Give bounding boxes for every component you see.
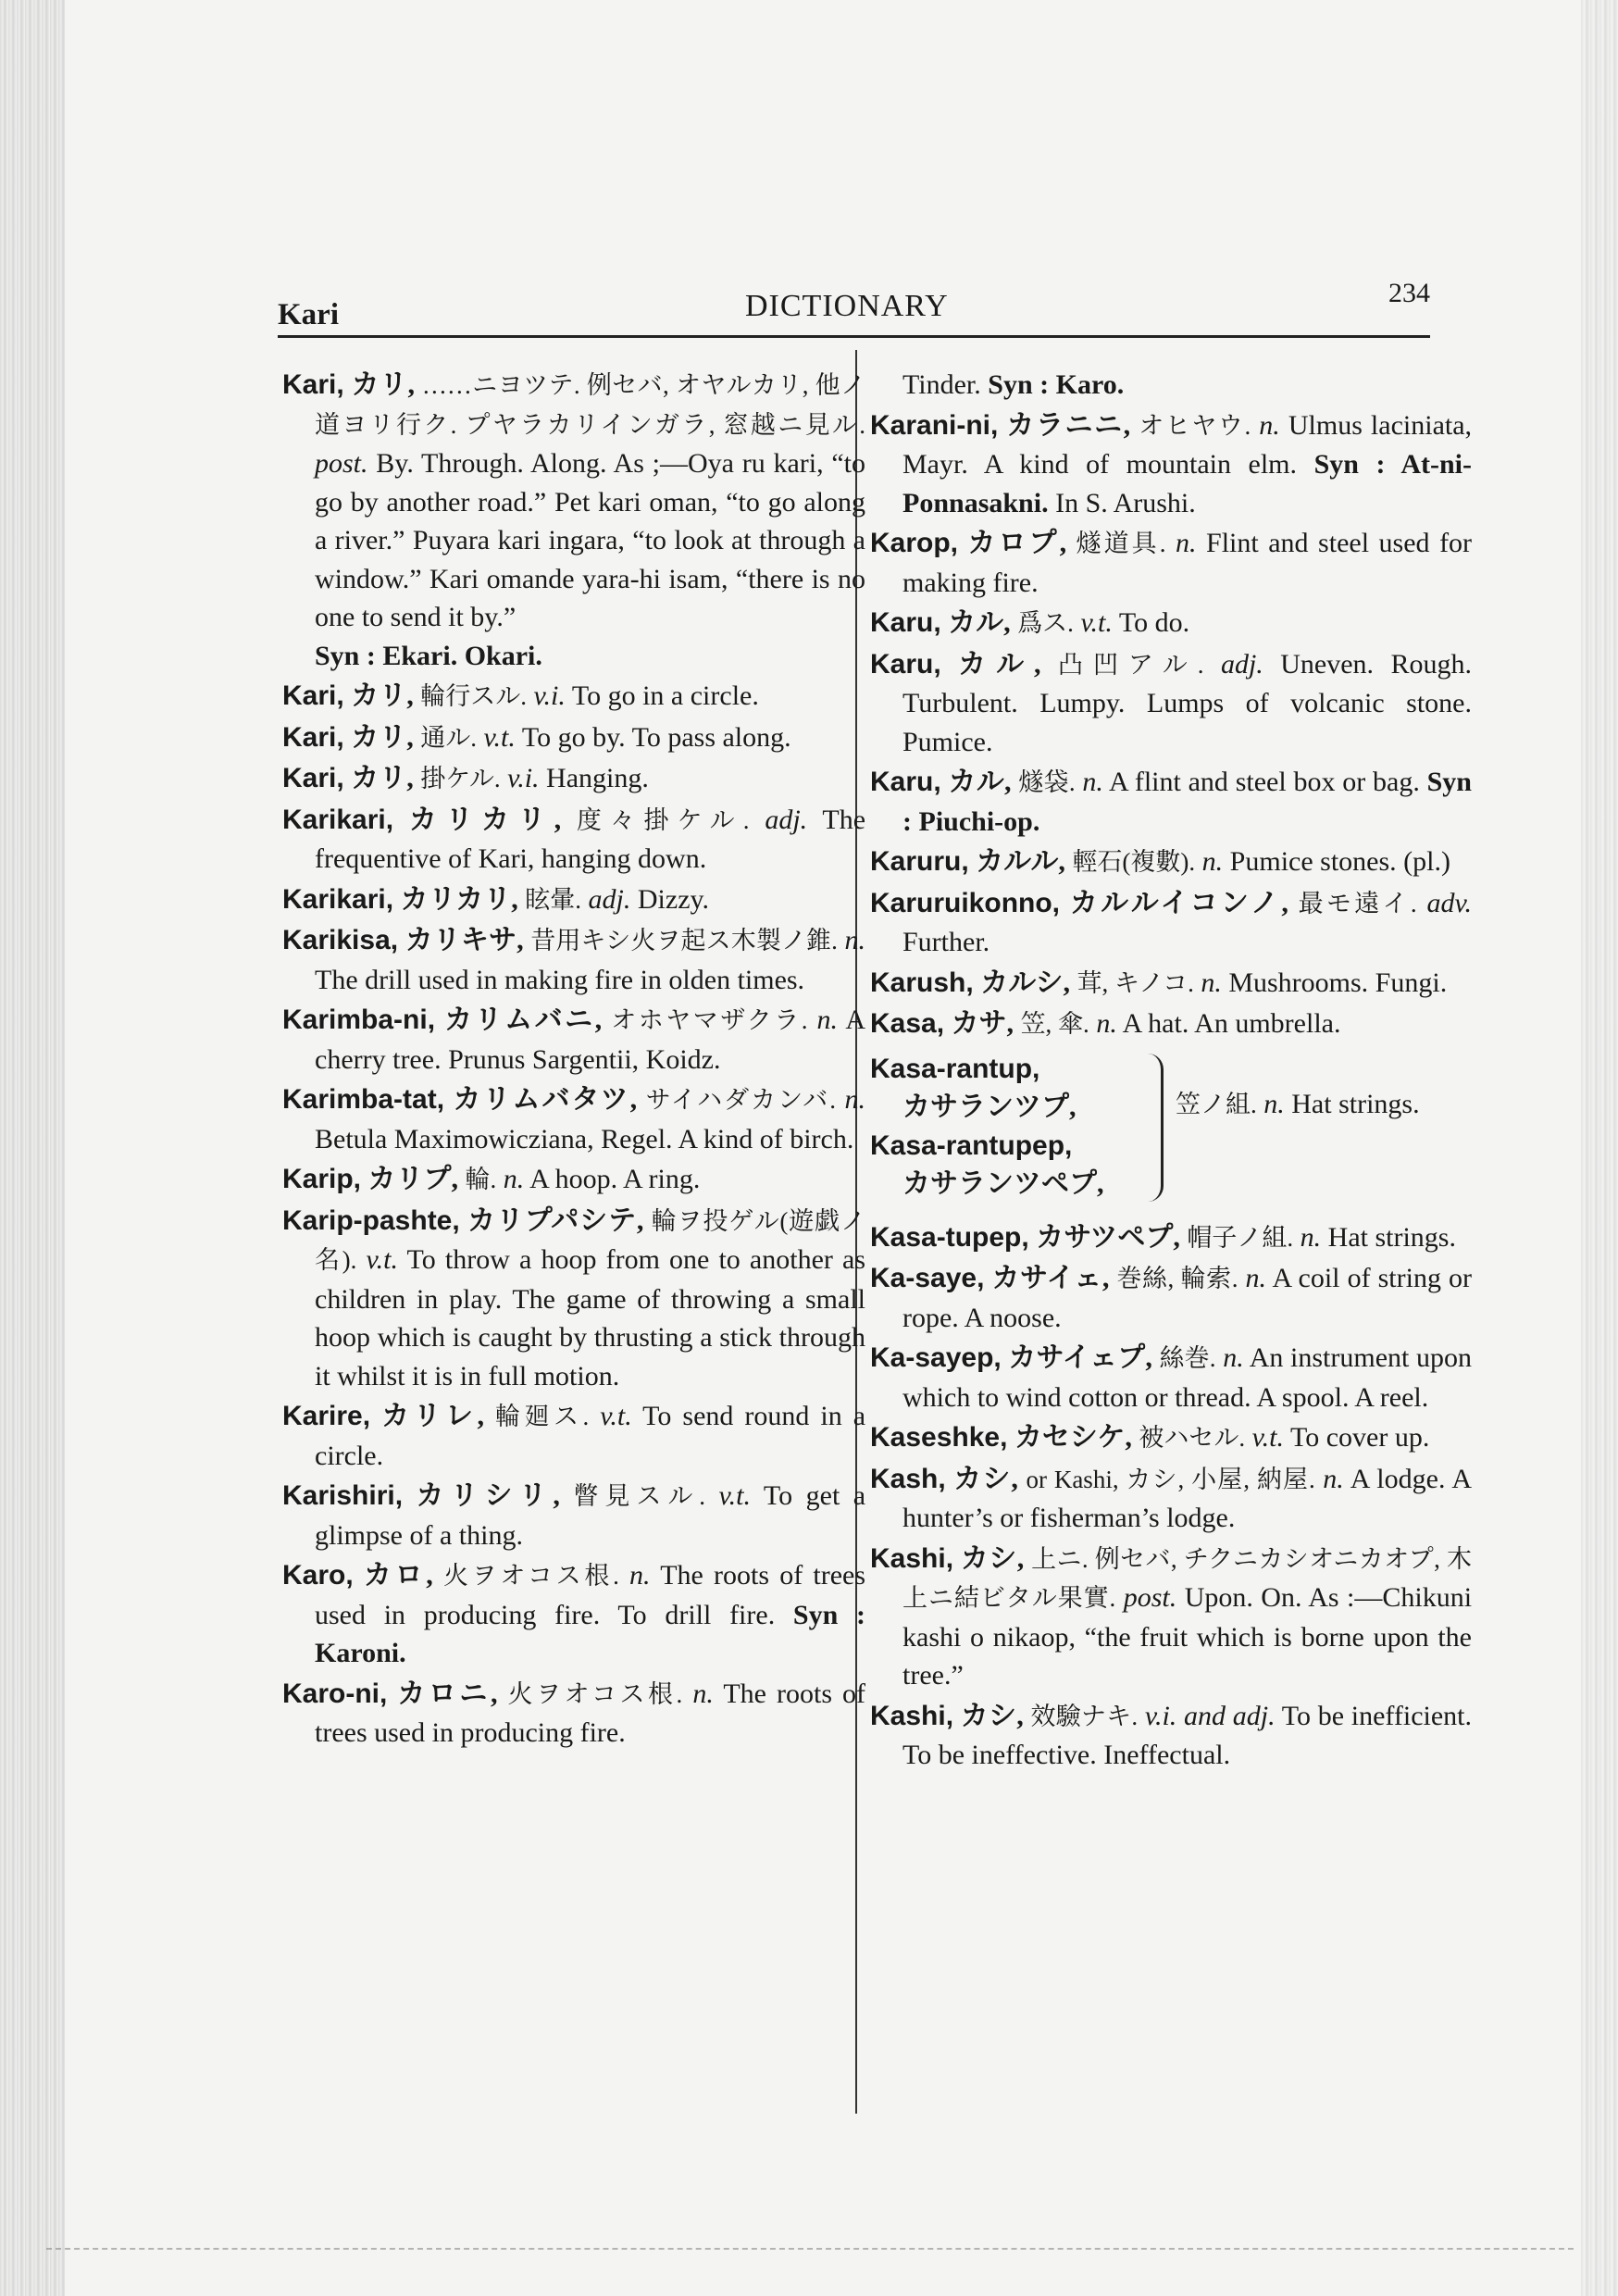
definition: Betula Maximowicziana, Regel. A kind of birch. — [315, 1123, 854, 1154]
part-of-speech: n. — [692, 1678, 714, 1709]
part-of-speech: n. — [1201, 846, 1224, 877]
headword: Karu, — [870, 648, 941, 680]
running-head — [278, 278, 1430, 333]
japanese-gloss: 輪廻ス. — [495, 1403, 590, 1430]
kana-reading: カサランツペプ, — [902, 1168, 1104, 1199]
headword: Kari, — [282, 680, 344, 711]
dictionary-entry — [870, 645, 1472, 762]
dictionary-entry — [870, 842, 1472, 882]
definition: To do. — [1118, 607, 1190, 638]
dictionary-entry — [282, 1556, 865, 1673]
definition: To be inefficient. To be ineffective. Ineffectual. — [902, 1700, 1473, 1770]
definition: The frequentive of Kari, hanging down. — [315, 804, 866, 874]
part-of-speech: n. — [816, 1004, 839, 1035]
group-headwords — [870, 1050, 1139, 1204]
kana-reading: カリ, — [351, 369, 415, 400]
kana-reading: カシ, — [953, 1463, 1018, 1494]
guide-word: Kari — [278, 298, 339, 331]
japanese-gloss: 上ニ. 例セバ, チクニカシオニカオプ, 木上ニ結ビタル果實. — [902, 1544, 1473, 1612]
headword: Karo-ni, — [282, 1678, 388, 1709]
japanese-gloss: or Kashi, カシ, 小屋, 納屋. — [1026, 1465, 1315, 1493]
dictionary-entry — [870, 1339, 1472, 1416]
part-of-speech: n. — [1323, 1463, 1344, 1494]
part-of-speech: v.i. — [507, 763, 540, 793]
definition: Pumice stones. (pl.) — [1229, 846, 1450, 877]
part-of-speech: n. — [844, 925, 866, 955]
kana-reading: カサツペプ, — [1036, 1221, 1180, 1253]
japanese-gloss: ……ニヨツテ. 例セバ, オヤルカリ, 他ノ道ヨリ行ク. プヤラカリインガラ, 窓越ニ見ル. — [315, 371, 866, 439]
headword: Karikari, — [282, 804, 394, 835]
japanese-gloss: オホヤマザクラ. — [611, 1006, 808, 1034]
definition: An instrument upon which to wind cotton or thread. A spool. A reel. — [902, 1342, 1472, 1413]
part-of-speech: n. — [503, 1164, 525, 1194]
kana-reading: カリレ, — [381, 1401, 485, 1431]
dictionary-entry — [282, 801, 865, 879]
definition: Hat strings. — [1327, 1221, 1456, 1253]
definition: A lodge. A hunter’s or fisherman’s lodge. — [902, 1463, 1473, 1533]
definition: To throw a hoop from one to another as children in play. The game of throwing a small hoop which is caught by thrusting a stick through it whilst it is in full motion. — [315, 1244, 866, 1391]
definition: To get a glimpse of a thing. — [315, 1480, 866, 1551]
headword: Karu, — [870, 607, 941, 638]
part-of-speech: v.t. — [483, 721, 516, 753]
definition: To cover up. — [1290, 1422, 1430, 1453]
kana-reading: カリカリ, — [400, 883, 518, 915]
japanese-gloss: 輪. — [465, 1166, 497, 1193]
kana-reading: カリシリ, — [416, 1480, 560, 1511]
dictionary-entry — [282, 366, 865, 675]
headword: Karo, — [282, 1560, 354, 1591]
kana-reading: カル, — [958, 648, 1041, 680]
header-rule — [278, 335, 1430, 338]
kana-reading: カシ, — [960, 1542, 1025, 1574]
synonyms: Syn : Karoni. — [315, 1599, 865, 1668]
headword: Kari, — [282, 369, 344, 400]
definition: Ulmus laciniata, Mayr. A kind of mountain elm. — [902, 409, 1473, 480]
definition: To send round in a circle. — [315, 1401, 866, 1471]
definition: The roots of trees used in producing fire. — [315, 1678, 866, 1748]
part-of-speech: post. — [1123, 1582, 1177, 1613]
headword: Karop, — [870, 528, 959, 558]
part-of-speech: v.t. — [600, 1401, 632, 1431]
kana-reading: カリプパシテ, — [467, 1204, 644, 1236]
part-of-speech: n. — [1300, 1221, 1322, 1253]
japanese-gloss: 凸凹アル. — [1058, 650, 1204, 679]
kana-reading: カリ, — [351, 721, 414, 753]
dictionary-entry — [870, 1460, 1472, 1538]
part-of-speech: n. — [1201, 967, 1222, 998]
headword: Kari, — [282, 721, 344, 753]
kana-reading: カリムバタツ, — [453, 1084, 638, 1115]
japanese-gloss: 茸, キノコ. — [1077, 968, 1194, 997]
part-of-speech: n. — [1245, 1263, 1267, 1293]
dictionary-entry — [870, 604, 1472, 643]
japanese-gloss: 笠ノ組. — [1176, 1090, 1257, 1118]
part-of-speech: v.i. — [533, 680, 566, 711]
headword: Karikari, — [282, 883, 394, 915]
dictionary-entry — [870, 1418, 1472, 1458]
japanese-gloss: 火ヲオコス根. — [442, 1562, 619, 1590]
scan-shadow-right — [1581, 0, 1618, 2296]
japanese-gloss: 巻絲, 輪索. — [1116, 1265, 1238, 1292]
part-of-speech: post. — [315, 448, 368, 479]
kana-reading: カルルイコンノ, — [1069, 887, 1288, 918]
headword: Kashi, — [870, 1700, 954, 1731]
part-of-speech: adj. — [765, 804, 808, 835]
dictionary-entry — [282, 1001, 865, 1079]
kana-reading: カリキサ, — [404, 925, 524, 955]
japanese-gloss: 輪行スル. — [420, 682, 527, 710]
headword: Karimba-ni, — [282, 1004, 436, 1035]
headword: Karishiri, — [282, 1480, 404, 1511]
part-of-speech: n. — [844, 1084, 866, 1115]
headword: Kaseshke, — [870, 1422, 1008, 1453]
dictionary-entry — [870, 1697, 1472, 1775]
japanese-gloss: 火ヲオコス根. — [507, 1679, 683, 1708]
definition: Tinder. — [902, 369, 981, 400]
part-of-speech: v.t. — [718, 1480, 751, 1511]
headword: Kash, — [870, 1463, 946, 1494]
headword: Karu, — [870, 767, 941, 797]
dictionary-entry — [282, 677, 865, 717]
japanese-gloss: 被ハセル. — [1139, 1424, 1246, 1452]
part-of-speech: n. — [1223, 1342, 1244, 1373]
part-of-speech: n. — [1263, 1088, 1285, 1119]
kana-reading: カサランツプ, — [902, 1092, 1077, 1122]
part-of-speech: adj. — [1220, 648, 1263, 680]
japanese-gloss: 輪ヲ投ゲル(遊戯ノ名). — [315, 1206, 865, 1274]
dictionary-entry — [282, 1477, 865, 1554]
dictionary-entry — [282, 718, 865, 758]
right-column — [870, 366, 1472, 1777]
part-of-speech: v.t. — [366, 1244, 398, 1275]
synonyms: Syn : Ekari. Okari. — [315, 640, 542, 671]
headword: Kasa-tupep, — [870, 1221, 1029, 1253]
definition: Uneven. Rough. Turbulent. Lumpy. Lumps of volcanic stone. Pumice. — [902, 648, 1472, 757]
dictionary-entry — [282, 1397, 865, 1475]
kana-reading: カリムバニ, — [444, 1004, 603, 1035]
headword: Ka-saye, — [870, 1263, 985, 1293]
kana-reading: カルル, — [976, 846, 1065, 877]
dictionary-entry — [282, 1675, 865, 1753]
dictionary-entry — [282, 1202, 865, 1396]
japanese-gloss: サイハダカンバ. — [645, 1086, 837, 1114]
kana-reading: カル, — [948, 767, 1012, 797]
japanese-gloss: 絲巻. — [1159, 1344, 1216, 1372]
definition: Upon. On. As :—Chikuni kashi o nikaop, “the fruit which is borne upon the tree.” — [902, 1582, 1473, 1691]
definition: Flint and steel used for making fire. — [902, 528, 1473, 598]
definition: A cherry tree. Prunus Sargentii, Koidz. — [315, 1004, 866, 1075]
headword: Karip-pashte, — [282, 1204, 460, 1236]
kana-reading: カサイェプ, — [1008, 1342, 1152, 1373]
definition: The roots of trees used in producing fire. To drill fire. — [315, 1560, 866, 1630]
kana-reading: カシ, — [960, 1700, 1024, 1731]
definition: Hat strings. — [1291, 1088, 1420, 1119]
kana-reading: カリプ, — [367, 1164, 459, 1194]
dictionary-entry — [870, 524, 1472, 602]
definition: Mushrooms. Fungi. — [1228, 967, 1448, 998]
part-of-speech: n. — [1259, 409, 1280, 441]
headword: Karikisa, — [282, 925, 399, 955]
part-of-speech: n. — [1096, 1008, 1117, 1039]
japanese-gloss: 帽子ノ組. — [1187, 1223, 1294, 1252]
japanese-gloss: 爲ス. — [1017, 609, 1074, 637]
entry-continuation — [870, 366, 1472, 405]
part-of-speech: v.t. — [1080, 607, 1113, 638]
kana-reading: カラニニ, — [1006, 409, 1131, 441]
dictionary-entry — [870, 964, 1472, 1004]
bracketed-entry-group — [870, 1050, 1472, 1213]
definition: A hat. An umbrella. — [1122, 1008, 1341, 1039]
left-column — [282, 366, 865, 1754]
kana-reading: カサ, — [951, 1008, 1014, 1039]
group-definition — [1176, 1085, 1472, 1125]
headword: Karire, — [282, 1401, 371, 1431]
headword: Kasa-rantup, — [870, 1053, 1040, 1084]
dictionary-entry — [870, 406, 1472, 523]
part-of-speech: v.t. — [1251, 1422, 1285, 1453]
definition: The drill used in making fire in olden times. — [315, 964, 805, 995]
japanese-gloss: 輕石(複數). — [1072, 848, 1196, 876]
part-of-speech: n. — [1082, 767, 1103, 797]
headword: Karimba-tat, — [282, 1084, 445, 1115]
dictionary-entry — [282, 1080, 865, 1158]
japanese-gloss: 燧道具. — [1076, 530, 1166, 557]
page-title: DICTIONARY — [745, 289, 949, 323]
japanese-gloss: 效驗ナキ. — [1030, 1702, 1139, 1730]
headword: Ka-sayep, — [870, 1342, 1002, 1373]
kana-reading: カルシ, — [980, 967, 1070, 998]
definition: A coil of string or rope. A noose. — [902, 1263, 1472, 1333]
curly-brace — [1148, 1054, 1164, 1202]
definition: A hoop. A ring. — [529, 1164, 701, 1194]
headword: Kari, — [282, 763, 344, 793]
japanese-gloss: 昔用キシ火ヲ起ス木製ノ錐. — [530, 927, 838, 955]
dictionary-entry — [282, 880, 865, 920]
kana-reading: カセシケ, — [1014, 1422, 1132, 1453]
part-of-speech: n. — [629, 1560, 651, 1591]
dictionary-entry — [870, 884, 1472, 962]
japanese-gloss: 度々掛ケル. — [576, 805, 750, 834]
dictionary-entry — [870, 1004, 1472, 1044]
dictionary-entry — [282, 1160, 865, 1200]
kana-reading: カサイェ, — [991, 1263, 1110, 1293]
dialect-note: In S. Arushi. — [1055, 487, 1196, 518]
dictionary-entry — [870, 1218, 1472, 1258]
part-of-speech: n. — [1175, 528, 1197, 558]
page-number: 234 — [1388, 278, 1430, 308]
dictionary-entry — [282, 759, 865, 799]
japanese-gloss: オヒヤウ. — [1139, 411, 1251, 440]
dictionary-entry — [870, 763, 1472, 841]
dictionary-entry — [870, 1540, 1472, 1695]
part-of-speech: v.i. and adj. — [1144, 1700, 1276, 1731]
definition: By. Through. Along. As ;—Oya ru kari, “to go by another road.” Pet kari oman, “to go along a river.” Puyara kari ingara, “to look at through a window.” Kari omande yara-hi isam, “there is no one to send it by.” — [315, 448, 866, 632]
japanese-gloss: 眩暈. — [525, 885, 582, 914]
definition: Further. — [902, 927, 990, 957]
definition: A flint and steel box or bag. — [1109, 767, 1420, 797]
scan-shadow-left — [0, 0, 65, 2296]
headword: Karip, — [282, 1164, 362, 1194]
headword: Kasa, — [870, 1008, 945, 1039]
bottom-scan-line — [46, 2248, 1574, 2250]
japanese-gloss: 掛ケル. — [420, 765, 501, 792]
kana-reading: カロプ, — [967, 528, 1067, 558]
synonyms: Syn : Karo. — [988, 369, 1125, 400]
synonyms: Syn : Piuchi-op. — [902, 767, 1472, 837]
kana-reading: カロ, — [363, 1560, 433, 1591]
kana-reading: カリカリ, — [408, 804, 562, 835]
kana-reading: カロニ, — [397, 1678, 498, 1709]
part-of-speech: adj. — [588, 883, 631, 915]
headword: Kashi, — [870, 1542, 954, 1574]
japanese-gloss: 瞥見スル. — [573, 1482, 706, 1510]
headword: Karani-ni, — [870, 409, 999, 441]
headword: Kasa-rantupep, — [870, 1129, 1073, 1161]
definition: To go by. To pass along. — [521, 721, 791, 753]
definition: Dizzy. — [637, 883, 710, 915]
dictionary-entry — [870, 1259, 1472, 1337]
definition: To go in a circle. — [571, 680, 759, 711]
synonyms: Syn : At-ni- Ponnasakni. — [902, 449, 1473, 518]
japanese-gloss: 笠, 傘. — [1020, 1010, 1089, 1038]
japanese-gloss: 通ル. — [420, 723, 477, 752]
kana-reading: カリ, — [351, 763, 414, 793]
definition: Hanging. — [546, 763, 649, 793]
headword: Karuru, — [870, 846, 969, 877]
headword: Karush, — [870, 967, 974, 998]
japanese-gloss: 最モ遠イ. — [1298, 889, 1417, 917]
dictionary-entry — [282, 921, 865, 999]
headword: Karuruikonno, — [870, 887, 1061, 918]
part-of-speech: adv. — [1426, 887, 1473, 918]
kana-reading: カリ, — [351, 680, 414, 711]
kana-reading: カル, — [948, 607, 1011, 638]
japanese-gloss: 燧袋. — [1018, 768, 1076, 796]
